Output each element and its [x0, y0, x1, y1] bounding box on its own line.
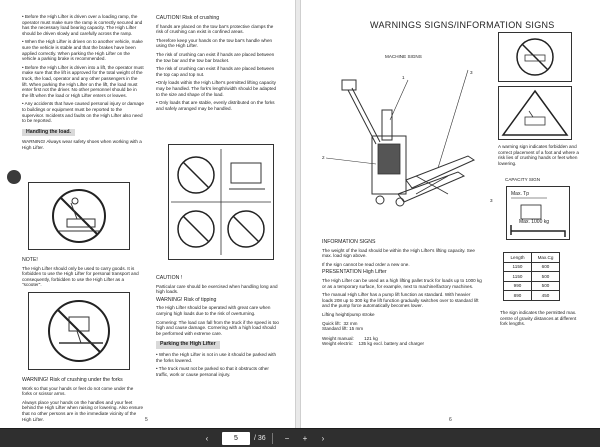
presentation-para-2: The manual High Lifter has a pump lift function as standard. With heavier loads 208 up to 300 kg the lift function gradually switches over to standard lift and the pump force automatically becomes lower. [322, 292, 479, 309]
page-number-left: 5 [145, 417, 148, 423]
capacity-caption [500, 310, 582, 330]
bullet-lift: • Before the High Lifter is driven into a lift, the operator must make sure that the lift is approved for the total weight of the truck, the load, operator and any other passengers in the lift. When parking the High Lifter on the lift, the load must enter first not the driver. No other personnel should be in the lift when the load or High Lifter enters or leaves. [22, 64, 144, 98]
info-heading: INFORMATION SIGNS [322, 239, 376, 245]
left-column [22, 14, 144, 153]
current-page-value: 5 [234, 435, 238, 442]
left-column-lower [22, 256, 144, 291]
high-lifter-drawing [318, 60, 486, 232]
caution-para-1: If hands are placed on the tow bar's protective clamps the risk of crushing can exist in confined areas. [156, 23, 274, 35]
capacity-label [505, 177, 565, 183]
zoom-in-button[interactable]: + [302, 434, 308, 443]
capacity-label-text: CAPACITY SIGN [505, 177, 541, 182]
table-row: 890 450 [504, 291, 560, 301]
tipping-title: WARNING! Risk of tipping [156, 296, 217, 303]
crushing-warning: WARNING! Risk of crushing under the forks [22, 377, 123, 383]
handling-heading: Handling the load. [22, 129, 75, 137]
table-row: 1150 600 [504, 262, 560, 272]
warning-sign-2 [498, 86, 572, 140]
caution-para-3: The risk of crushing can exist if hands are placed between the tow bar and the tow bar bracket. [156, 51, 275, 63]
col-maxcg: Max.Cg [532, 253, 560, 263]
forbidden-riding-illustration [28, 182, 130, 250]
tipping-text-2: Cornering: The load can fall from the truck if the speed is too high and cause damage. Cornering with a high load should be performed with extreme care. [156, 319, 279, 336]
right-text-column [322, 238, 482, 350]
tipping-text-1: The High Lifter should be operated with great care when carrying high loads due to the risk of overturning. [156, 305, 271, 316]
col-length: Length [504, 253, 532, 263]
presentation-heading: PRESENTATION High Lifter [322, 269, 387, 276]
spec-weights: Weight manual: 121 kg Weight electric: 135 kg excl. battery and charger [322, 335, 425, 347]
crushing-text-2: Always place your hands on the handles and your feet behind the High Lifter when raising or lowering. Also ensure that no other persons are in the immediate vicinity of the High Lifter. [22, 399, 144, 422]
caution-para-4: The risk of crushing can exist if hands are placed between the top cap and top nut. [156, 66, 275, 77]
warning-sign-1 [498, 32, 572, 82]
capacity-caption-text: The sign indicates the permitted max. centre of gravity distances at different fork lengths. [500, 310, 577, 327]
toolbar-divider [272, 433, 273, 444]
machine-signs-label [385, 54, 445, 60]
spec-quick-lift: Quick lift: 32 mm Standard lift: 15 mm [322, 320, 364, 332]
table-row: 990 500 [504, 281, 560, 291]
crushing-forks-illustration [28, 292, 130, 370]
handling-warning: WARNING! Always wear safety shoes when working with a High Lifter. [22, 139, 142, 150]
note-title: NOTE! [22, 257, 38, 263]
caution-title: CAUTION! Risk of crushing [156, 15, 220, 21]
viewer-toolbar [0, 428, 600, 447]
parking-heading: Parking the High Lifter [156, 341, 220, 349]
caution-para-6: • Only loads that are stable, evenly distributed on the forks and safely arranged may be handled. [156, 100, 275, 111]
warning-sign-caption [498, 144, 580, 169]
callout-1: 1 [402, 75, 405, 80]
bullet-vehicle: • When the High Lifter is driven on to another vehicle, make sure the vehicle is stable and that the brakes have been applied correctly. When parking the High Lifter on the vehicle a parking brake is recommended. [22, 39, 143, 62]
prev-page-button[interactable]: ‹ [205, 434, 209, 443]
presentation-para-1: The High Lifter can be used as a high lifting pallet truck for loads up to 1000 kg or as a temporary surface, for example, next to machine/factory machines. [322, 277, 482, 289]
right-page-title: WARNINGS SIGNS/INFORMATION SIGNS [370, 20, 555, 30]
info-text-2: If the sign cannot be read order a new one. [322, 261, 410, 267]
capacity-table [503, 252, 560, 301]
left-column-bottom [22, 376, 144, 425]
capacity-sign [506, 186, 570, 240]
caution-para-5: •Only loads within the High Lifter's permitted lifting capacity may be handled. The fork's length/width should be adapted to the size and shape of the load. [156, 80, 277, 97]
page-input[interactable] [222, 432, 250, 445]
info-text: The weight of the load should be within the High Lifter's lifting capacity. See max. load sign above. [322, 247, 475, 259]
parking-bullet-1: • When the High Lifter is not in use it should be parked with the forks lowered. [156, 351, 277, 363]
callout-2: 2 [322, 155, 325, 160]
total-pages: / 36 [254, 435, 266, 442]
right-column-lower [156, 274, 280, 380]
bullet-ramp: • Before the High Lifter is driven over a loading ramp, the operator must make sure the ramp is correctly secured and has the necessary load bearing capacity. The High Lifter should be driven slowly and carefully across the ramp. [22, 14, 143, 36]
left-page [0, 0, 296, 428]
caution2-title: CAUTION ! [156, 275, 183, 281]
cap-max-tp: Max. Tp [511, 191, 529, 197]
callout-3: 3 [470, 70, 473, 75]
table-row: 1150 500 [504, 272, 560, 282]
lifting-label: Lifting height/pump stroke [322, 311, 375, 317]
load-handling-illustration [168, 144, 274, 260]
capacity-table-header [504, 253, 560, 263]
warning-sign-text: A warning sign indicates forbidden and correct placement of a foot and where a risk lies of crushing hands or feet when lowering. [498, 144, 579, 166]
parking-bullet-2: • The truck must not be parked so that it obstructs other traffic, work or cause personal injury. [156, 366, 269, 377]
next-page-button[interactable]: › [321, 434, 325, 443]
callout-3-capacity: 3 [490, 198, 493, 203]
caution-para-2: Therefore keep your hands on the tow bar's handle when using the High Lifter. [156, 37, 273, 49]
machine-signs-text: MACHINE SIGNS [385, 54, 422, 59]
zoom-out-button[interactable]: − [284, 434, 290, 443]
bullet-accidents: • Any accidents that have caused personal injury or damage to buildings or equipment must be reported to the supervisor. Incidents and faults on the High Lifter also need to be reported. [22, 101, 144, 124]
side-tab-icon [7, 170, 21, 184]
caution2-text: Particular care should be exercised when handling long and high loads. [156, 283, 278, 295]
right-column [156, 14, 280, 114]
page-number-right: 6 [449, 417, 452, 423]
crushing-text-1: Work so that your hands or feet do not come under the forks or scissor arms. [22, 385, 134, 397]
note-text: The High Lifter should only be used to carry goods. It is forbidden to use the High Lifter for personal transport and consequently, forbidden to use the High Lifter as a "scooter". [22, 265, 139, 288]
cap-max-kg: Max. 1000 kg [519, 219, 550, 225]
